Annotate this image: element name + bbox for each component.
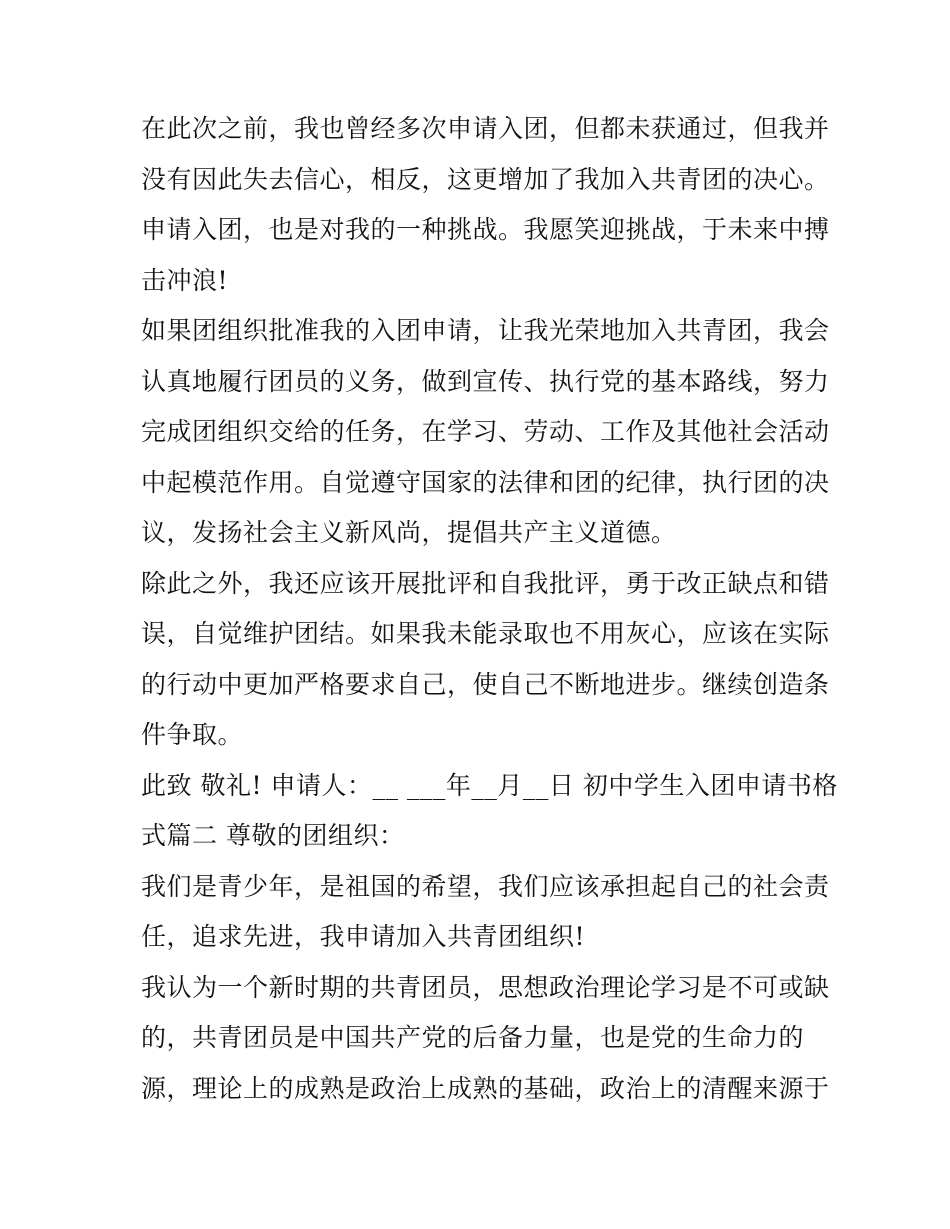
text-line: 件争取。: [141, 720, 244, 749]
text-line: 在此次之前，我也曾经多次申请入团，但都未获通过，但我并: [141, 114, 830, 143]
text-line: 的行动中更加严格要求自己，使自己不断地进步。继续创造条: [141, 669, 830, 699]
text-line: 我们是青少年，是祖国的希望，我们应该承担起自己的社会责: [141, 871, 830, 901]
text-line: 除此之外，我还应该开展批评和自我批评，勇于改正缺点和错: [141, 568, 830, 598]
text-line: 我认为一个新时期的共青团员，思想政治理论学习是不可或缺: [141, 972, 830, 1002]
text-line: 误，自觉维护团结。如果我未能录取也不用灰心，应该在实际: [141, 619, 830, 648]
text-line: 的，共青团员是中国共产党的后备力量，也是党的生命力的: [141, 1023, 805, 1052]
text-line: 源，理论上的成熟是政治上成熟的基础，政治上的清醒来源于: [141, 1073, 830, 1103]
text-line: 式篇二 尊敬的团组织：: [141, 821, 405, 850]
document-body: [141, 104, 838, 1114]
text-line: 击冲浪!: [141, 265, 229, 295]
text-line: 认真地履行团员的义务，做到宣传、执行党的基本路线，努力: [141, 366, 830, 396]
text-line: 此致 敬礼! 申请人：__ ___年__月__日 初中学生入团申请书格: [141, 770, 838, 800]
text-line: 完成团组织交给的任务，在学习、劳动、工作及其他社会活动: [141, 417, 830, 446]
text-line: 议，发扬社会主义新风尚，提倡共产主义道德。: [141, 518, 677, 547]
text-line: 中起模范作用。自觉遵守国家的法律和团的纪律，执行团的决: [141, 467, 830, 497]
text-line: 如果团组织批准我的入团申请，让我光荣地加入共青团，我会: [141, 316, 830, 345]
text-line: 任，追求先进，我申请加入共青团组织!: [141, 922, 586, 951]
text-line: 没有因此失去信心，相反，这更增加了我加入共青团的决心。: [141, 164, 830, 194]
text-line: 申请入团，也是对我的一种挑战。我愿笑迎挑战，于未来中搏: [141, 215, 830, 244]
